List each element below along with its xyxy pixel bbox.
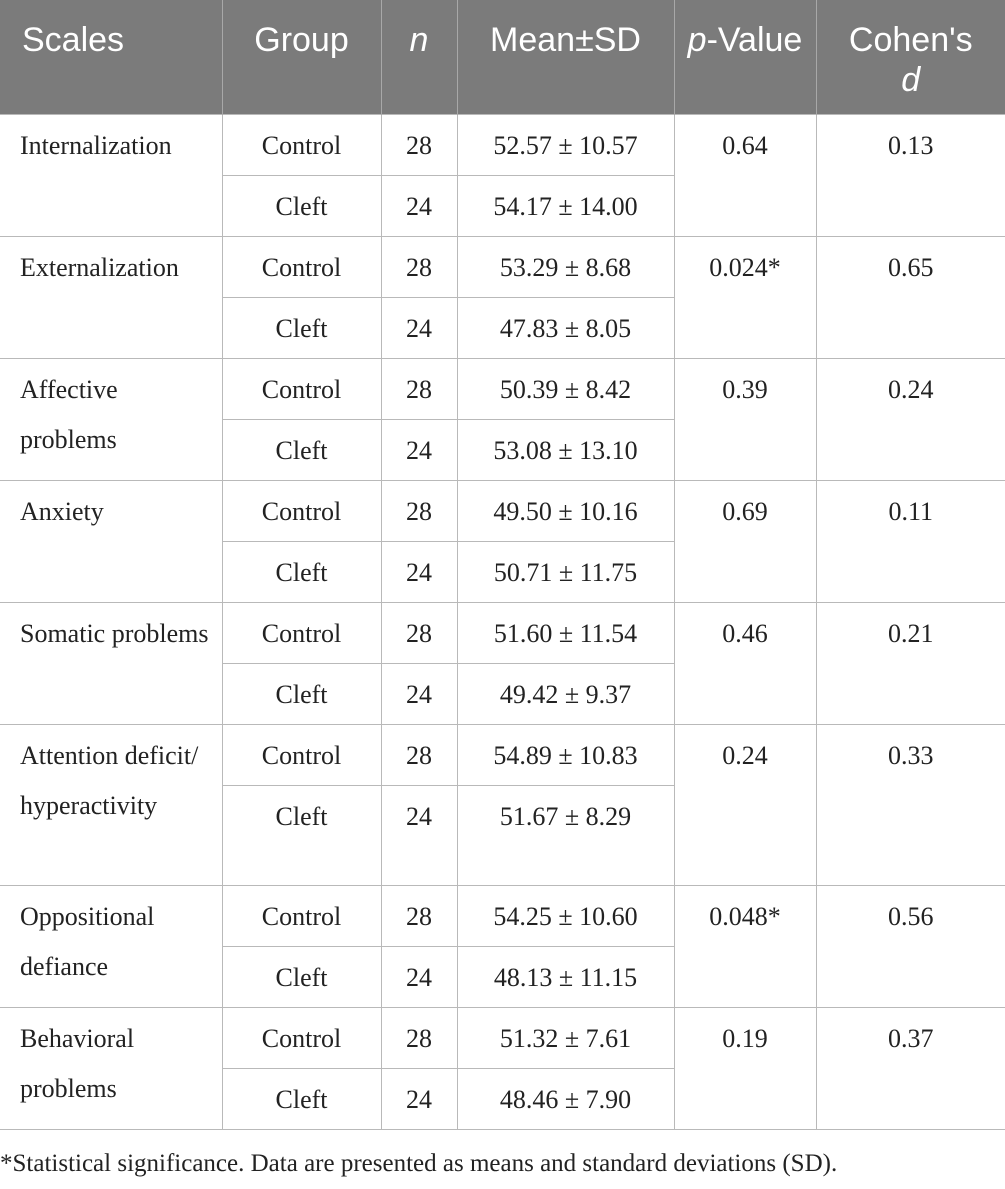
p-value-cell: 0.24 bbox=[674, 724, 816, 885]
scale-label: Internalization bbox=[20, 130, 172, 160]
table-row bbox=[0, 724, 1005, 785]
group-cell: Control bbox=[222, 602, 381, 663]
header-cohens-d-italic: d bbox=[901, 61, 921, 99]
group-cell: Control bbox=[222, 236, 381, 297]
n-cell: 28 bbox=[381, 724, 457, 785]
scale-label: Oppositional defiance bbox=[20, 901, 155, 981]
n-cell: 28 bbox=[381, 480, 457, 541]
scale-cell bbox=[0, 724, 222, 885]
n-cell: 28 bbox=[381, 602, 457, 663]
table-row bbox=[0, 1007, 1005, 1068]
header-row bbox=[0, 0, 1005, 114]
group-cell: Control bbox=[222, 358, 381, 419]
n-cell: 24 bbox=[381, 663, 457, 724]
header-p-rest: -Value bbox=[706, 21, 803, 59]
mean-sd-cell: 47.83 ± 8.05 bbox=[457, 297, 674, 358]
mean-sd-cell: 48.13 ± 11.15 bbox=[457, 946, 674, 1007]
cohens-d-cell: 0.13 bbox=[816, 114, 1005, 236]
group-cell: Control bbox=[222, 114, 381, 175]
n-cell: 28 bbox=[381, 236, 457, 297]
scale-cell bbox=[0, 114, 222, 236]
p-value-cell: 0.19 bbox=[674, 1007, 816, 1129]
mean-sd-cell: 49.42 ± 9.37 bbox=[457, 663, 674, 724]
group-cell: Control bbox=[222, 885, 381, 946]
group-cell: Cleft bbox=[222, 297, 381, 358]
p-value-cell: 0.46 bbox=[674, 602, 816, 724]
header-group: Group bbox=[222, 0, 381, 114]
header-scales: Scales bbox=[0, 0, 222, 114]
n-cell: 28 bbox=[381, 885, 457, 946]
mean-sd-cell: 48.46 ± 7.90 bbox=[457, 1068, 674, 1129]
mean-sd-cell: 51.67 ± 8.29 bbox=[457, 785, 674, 885]
header-p-value bbox=[674, 0, 816, 114]
p-value-cell: 0.048* bbox=[674, 885, 816, 1007]
scale-cell bbox=[0, 602, 222, 724]
scale-label: Attention deficit/ hyperactivity bbox=[20, 740, 199, 820]
p-value-cell: 0.69 bbox=[674, 480, 816, 602]
cohens-d-cell: 0.65 bbox=[816, 236, 1005, 358]
n-cell: 24 bbox=[381, 1068, 457, 1129]
n-cell: 24 bbox=[381, 297, 457, 358]
n-cell: 24 bbox=[381, 175, 457, 236]
table-row bbox=[0, 358, 1005, 419]
scale-cell bbox=[0, 236, 222, 358]
group-cell: Control bbox=[222, 1007, 381, 1068]
cohens-d-cell: 0.33 bbox=[816, 724, 1005, 885]
p-value-cell: 0.64 bbox=[674, 114, 816, 236]
group-cell: Cleft bbox=[222, 175, 381, 236]
table-row bbox=[0, 236, 1005, 297]
group-cell: Cleft bbox=[222, 785, 381, 885]
header-mean-sd: Mean±SD bbox=[457, 0, 674, 114]
scale-label: Somatic problems bbox=[20, 618, 209, 648]
mean-sd-cell: 54.89 ± 10.83 bbox=[457, 724, 674, 785]
mean-sd-cell: 54.17 ± 14.00 bbox=[457, 175, 674, 236]
scale-cell bbox=[0, 885, 222, 1007]
group-cell: Cleft bbox=[222, 1068, 381, 1129]
p-value-cell: 0.39 bbox=[674, 358, 816, 480]
n-cell: 24 bbox=[381, 419, 457, 480]
scale-label: Externalization bbox=[20, 252, 179, 282]
group-cell: Control bbox=[222, 724, 381, 785]
n-cell: 24 bbox=[381, 946, 457, 1007]
table-header bbox=[0, 0, 1005, 114]
cohens-d-cell: 0.21 bbox=[816, 602, 1005, 724]
scale-label: Behavioral problems bbox=[20, 1023, 135, 1103]
scale-cell bbox=[0, 480, 222, 602]
group-cell: Cleft bbox=[222, 541, 381, 602]
group-cell: Cleft bbox=[222, 946, 381, 1007]
mean-sd-cell: 51.32 ± 7.61 bbox=[457, 1007, 674, 1068]
cohens-d-cell: 0.11 bbox=[816, 480, 1005, 602]
cohens-d-cell: 0.24 bbox=[816, 358, 1005, 480]
mean-sd-cell: 50.71 ± 11.75 bbox=[457, 541, 674, 602]
mean-sd-cell: 49.50 ± 10.16 bbox=[457, 480, 674, 541]
scale-label: Anxiety bbox=[20, 496, 104, 526]
header-p-italic: p bbox=[687, 21, 707, 59]
table-row bbox=[0, 602, 1005, 663]
group-cell: Cleft bbox=[222, 663, 381, 724]
table-footnote: *Statistical significance. Data are presented as means and standard deviations (SD). bbox=[0, 1150, 838, 1177]
scale-cell bbox=[0, 1007, 222, 1129]
table-row bbox=[0, 114, 1005, 175]
table-body bbox=[0, 114, 1005, 1129]
group-cell: Control bbox=[222, 480, 381, 541]
header-n: n bbox=[381, 0, 457, 114]
n-cell: 28 bbox=[381, 114, 457, 175]
scale-cell bbox=[0, 358, 222, 480]
n-cell: 28 bbox=[381, 358, 457, 419]
mean-sd-cell: 54.25 ± 10.60 bbox=[457, 885, 674, 946]
cohens-d-cell: 0.37 bbox=[816, 1007, 1005, 1129]
mean-sd-cell: 50.39 ± 8.42 bbox=[457, 358, 674, 419]
scale-label: Affective problems bbox=[20, 374, 118, 454]
n-cell: 24 bbox=[381, 541, 457, 602]
mean-sd-cell: 51.60 ± 11.54 bbox=[457, 602, 674, 663]
table-row bbox=[0, 480, 1005, 541]
group-cell: Cleft bbox=[222, 419, 381, 480]
n-cell: 24 bbox=[381, 785, 457, 885]
table-row bbox=[0, 885, 1005, 946]
header-cohens-d bbox=[816, 0, 1005, 114]
n-cell: 28 bbox=[381, 1007, 457, 1068]
cohens-d-cell: 0.56 bbox=[816, 885, 1005, 1007]
header-cohens-text: Cohen's bbox=[848, 21, 973, 59]
p-value-cell: 0.024* bbox=[674, 236, 816, 358]
mean-sd-cell: 53.29 ± 8.68 bbox=[457, 236, 674, 297]
mean-sd-cell: 52.57 ± 10.57 bbox=[457, 114, 674, 175]
mean-sd-cell: 53.08 ± 13.10 bbox=[457, 419, 674, 480]
